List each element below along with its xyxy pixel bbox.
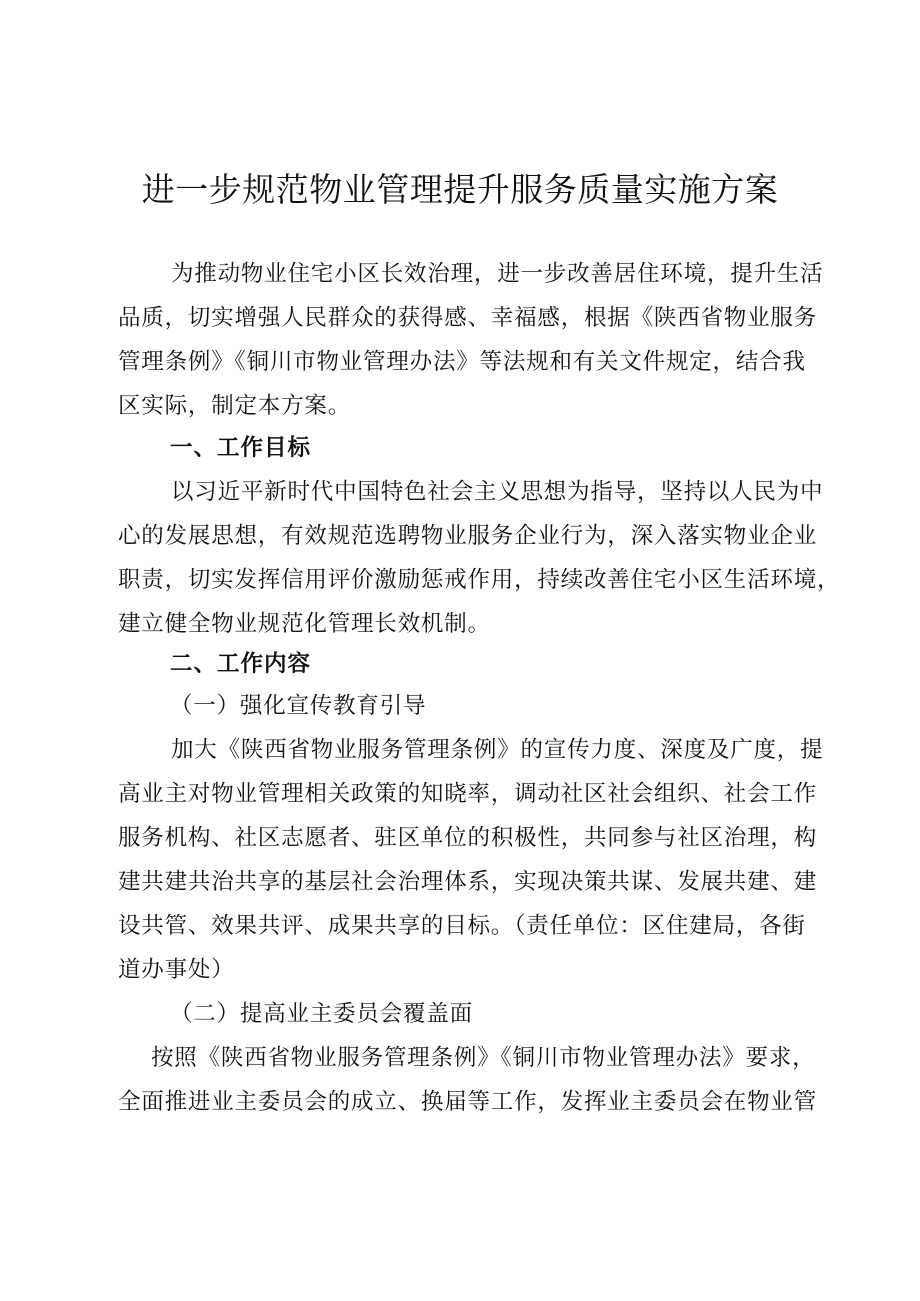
publicity-line: 加大《陕西省物业服务管理条例》的宣传力度、深度及广度，提 — [171, 737, 824, 763]
intro-line: 为推动物业住宅小区长效治理，进一步改善居住环境，提升生活 — [171, 261, 824, 287]
publicity-paragraph — [118, 728, 824, 992]
goals-line: 建立健全物业规范化管理长效机制。 — [118, 611, 491, 637]
publicity-line: 建共建共治共享的基层社会治理体系，实现决策共谋、发展共建、建 — [118, 869, 818, 895]
owners-committee-line: 按照《陕西省物业服务管理条例》《铜川市物业管理办法》要求， — [151, 1045, 816, 1071]
publicity-line: 高业主对物业管理相关政策的知晓率，调动社区社会组织、社会工作 — [118, 781, 818, 807]
intro-paragraph — [118, 252, 824, 428]
goals-line: 心的发展思想，有效规范选聘物业服务企业行为，深入落实物业企业 — [118, 523, 818, 549]
goals-line: 职责，切实发挥信用评价激励惩戒作用，持续改善住宅小区生活环境， — [118, 567, 841, 593]
section-heading-content: 二、工作内容 — [170, 651, 312, 677]
subsection-heading-publicity: （一）强化宣传教育引导 — [170, 693, 427, 719]
goals-paragraph — [118, 470, 841, 646]
intro-line: 管理条例》《铜川市物业管理办法》等法规和有关文件规定，结合我 — [118, 349, 806, 375]
publicity-line: 设共管、效果共评、成果共享的目标。（责任单位：区住建局，各街 — [118, 913, 806, 939]
intro-line: 品质，切实增强人民群众的获得感、幸福感，根据《陕西省物业服务 — [118, 305, 818, 331]
owners-committee-line: 全面推进业主委员会的成立、换届等工作，发挥业主委员会在物业管 — [118, 1089, 818, 1115]
subsection-heading-owners-committee: （二）提高业主委员会覆盖面 — [170, 1001, 473, 1027]
document-title: 进一步规范物业管理提升服务质量实施方案 — [141, 170, 779, 209]
publicity-line: 服务机构、社区志愿者、驻区单位的积极性，共同参与社区治理，构 — [118, 825, 818, 851]
publicity-line: 道办事处） — [118, 957, 235, 983]
intro-line: 区实际，制定本方案。 — [118, 393, 352, 419]
goals-line: 以习近平新时代中国特色社会主义思想为指导，坚持以人民为中 — [171, 479, 824, 505]
owners-committee-paragraph — [118, 1036, 818, 1124]
section-heading-goals: 一、工作目标 — [170, 435, 312, 461]
